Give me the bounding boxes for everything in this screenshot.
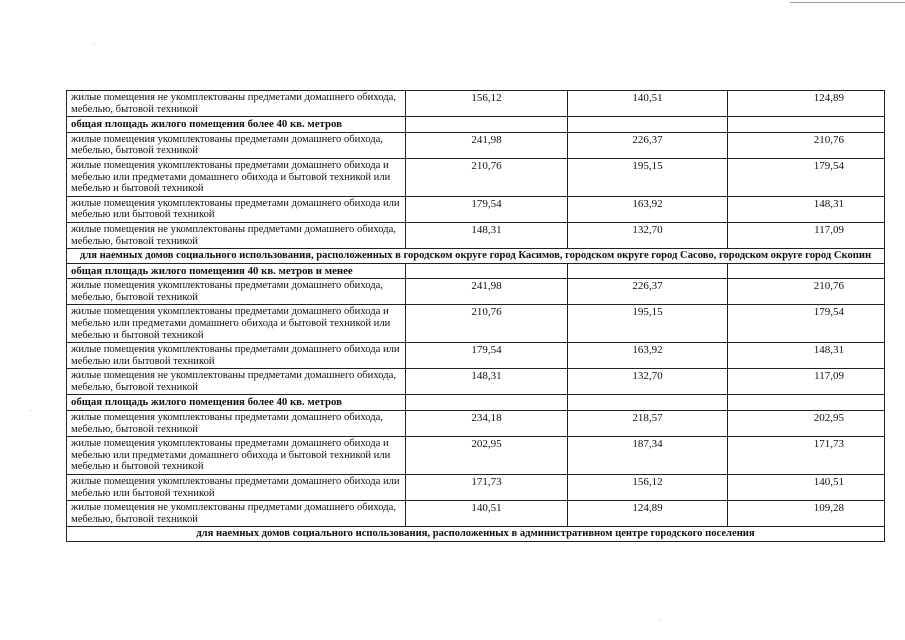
value-cell-col3: 156,12 xyxy=(568,475,728,501)
table-row xyxy=(67,501,885,527)
value-cell-col4: 117,09 xyxy=(728,369,885,395)
table-row xyxy=(67,158,885,196)
table-row xyxy=(67,132,885,158)
furnishing-description: жилые помещения укомплектованы предметами домашнего обихода, мебелью, бытовой техникой xyxy=(67,132,406,158)
value-cell-col4: 140,51 xyxy=(728,475,885,501)
furnishing-description: жилые помещения укомплектованы предметами домашнего обихода, мебелью, бытовой техникой xyxy=(67,411,406,437)
value-cell-col4: 148,31 xyxy=(728,343,885,369)
furnishing-description: жилые помещения укомплектованы предметами домашнего обихода или мебелью или бытовой техникой xyxy=(67,475,406,501)
value-cell-col3: 226,37 xyxy=(568,132,728,158)
area-category-row xyxy=(67,395,885,411)
furnishing-description: жилые помещения не укомплектованы предметами домашнего обихода, мебелью, бытовой техникой xyxy=(67,501,406,527)
value-cell-col4: 179,54 xyxy=(728,158,885,196)
value-cell-col3: 132,70 xyxy=(568,369,728,395)
value-cell-col4: 171,73 xyxy=(728,437,885,475)
value-cell-col2: 156,12 xyxy=(406,91,568,117)
value-cell-col2: 202,95 xyxy=(406,437,568,475)
empty-cell xyxy=(406,395,568,411)
value-cell-col3: 195,15 xyxy=(568,158,728,196)
value-cell-col2: 148,31 xyxy=(406,222,568,248)
value-cell-col4: 202,95 xyxy=(728,411,885,437)
value-cell-col3: 163,92 xyxy=(568,343,728,369)
empty-cell xyxy=(728,117,885,133)
region-header: для наемных домов социального использования, расположенных в административном центре городского поселения xyxy=(67,527,885,541)
furnishing-description: жилые помещения укомплектованы предметами домашнего обихода и мебелью или предметами домашнего обихода и бытовой техникой или мебелью и бытовой техникой xyxy=(67,158,406,196)
furnishing-description: жилые помещения не укомплектованы предметами домашнего обихода, мебелью, бытовой техникой xyxy=(67,91,406,117)
value-cell-col4: 109,28 xyxy=(728,501,885,527)
value-cell-col3: 218,57 xyxy=(568,411,728,437)
value-cell-col2: 171,73 xyxy=(406,475,568,501)
value-cell-col4: 179,54 xyxy=(728,305,885,343)
furnishing-description: жилые помещения укомплектованы предметами домашнего обихода и мебелью или предметами домашнего обихода и бытовой техникой или мебелью и бытовой техникой xyxy=(67,305,406,343)
region-header: для наемных домов социального использования, расположенных в городском округе город Касимов, городском округе город Сасово, городском округе город Скопин xyxy=(67,249,885,263)
table-row xyxy=(67,305,885,343)
value-cell-col3: 163,92 xyxy=(568,196,728,222)
value-cell-col2: 210,76 xyxy=(406,158,568,196)
table-row xyxy=(67,475,885,501)
empty-cell xyxy=(728,263,885,279)
empty-cell xyxy=(728,395,885,411)
table-row xyxy=(67,369,885,395)
tariff-table xyxy=(66,90,885,542)
value-cell-col2: 241,98 xyxy=(406,132,568,158)
value-cell-col4: 210,76 xyxy=(728,279,885,305)
value-cell-col4: 210,76 xyxy=(728,132,885,158)
empty-cell xyxy=(568,395,728,411)
value-cell-col3: 226,37 xyxy=(568,279,728,305)
empty-cell xyxy=(568,117,728,133)
value-cell-col3: 132,70 xyxy=(568,222,728,248)
area-category-label: общая площадь жилого помещения более 40 кв. метров xyxy=(67,117,406,133)
value-cell-col2: 179,54 xyxy=(406,343,568,369)
value-cell-col4: 117,09 xyxy=(728,222,885,248)
table-row xyxy=(67,343,885,369)
empty-cell xyxy=(406,117,568,133)
value-cell-col4: 148,31 xyxy=(728,196,885,222)
area-category-row xyxy=(67,117,885,133)
region-header-row xyxy=(67,527,885,541)
empty-cell xyxy=(568,263,728,279)
scan-edge-line xyxy=(790,2,905,3)
value-cell-col2: 210,76 xyxy=(406,305,568,343)
scan-speck xyxy=(94,44,95,45)
area-category-label: общая площадь жилого помещения более 40 кв. метров xyxy=(67,395,406,411)
scan-speck xyxy=(660,619,661,620)
value-cell-col2: 234,18 xyxy=(406,411,568,437)
furnishing-description: жилые помещения укомплектованы предметами домашнего обихода или мебелью или бытовой техникой xyxy=(67,343,406,369)
furnishing-description: жилые помещения укомплектованы предметами домашнего обихода, мебелью, бытовой техникой xyxy=(67,279,406,305)
region-header-row xyxy=(67,249,885,263)
area-category-row xyxy=(67,263,885,279)
tariff-table-body xyxy=(67,91,885,542)
furnishing-description: жилые помещения не укомплектованы предметами домашнего обихода, мебелью, бытовой техникой xyxy=(67,222,406,248)
furnishing-description: жилые помещения укомплектованы предметами домашнего обихода и мебелью или предметами домашнего обихода и бытовой техникой или мебелью и бытовой техникой xyxy=(67,437,406,475)
table-row xyxy=(67,91,885,117)
table-row xyxy=(67,411,885,437)
value-cell-col2: 140,51 xyxy=(406,501,568,527)
furnishing-description: жилые помещения не укомплектованы предметами домашнего обихода, мебелью, бытовой техникой xyxy=(67,369,406,395)
value-cell-col3: 124,89 xyxy=(568,501,728,527)
scan-speck xyxy=(30,410,31,411)
value-cell-col4: 124,89 xyxy=(728,91,885,117)
table-row xyxy=(67,222,885,248)
table-row xyxy=(67,196,885,222)
area-category-label: общая площадь жилого помещения 40 кв. метров и менее xyxy=(67,263,406,279)
empty-cell xyxy=(406,263,568,279)
value-cell-col2: 241,98 xyxy=(406,279,568,305)
table-row xyxy=(67,437,885,475)
furnishing-description: жилые помещения укомплектованы предметами домашнего обихода или мебелью или бытовой техникой xyxy=(67,196,406,222)
value-cell-col3: 195,15 xyxy=(568,305,728,343)
value-cell-col2: 148,31 xyxy=(406,369,568,395)
value-cell-col3: 187,34 xyxy=(568,437,728,475)
table-row xyxy=(67,279,885,305)
value-cell-col2: 179,54 xyxy=(406,196,568,222)
value-cell-col3: 140,51 xyxy=(568,91,728,117)
